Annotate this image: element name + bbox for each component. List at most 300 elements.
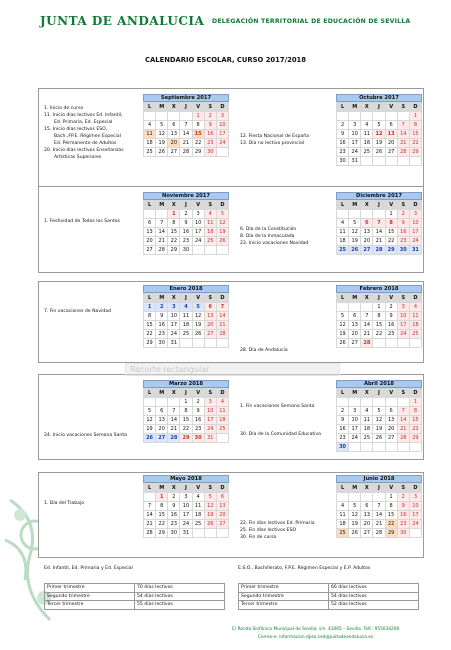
month-title: Septiembre 2017	[143, 94, 229, 102]
calendar-day: 6	[385, 121, 397, 130]
calendar-day: 30	[180, 246, 192, 255]
calendar-day: 24	[397, 330, 409, 339]
notes-right	[240, 133, 309, 147]
calendar-day: 18	[337, 237, 349, 246]
calendar-day: 12	[156, 130, 168, 139]
calendar-day: 29	[409, 434, 421, 443]
empty-cell	[156, 210, 168, 219]
calendar-day: 4	[216, 398, 228, 407]
notes-left	[44, 308, 111, 315]
calendar-day: 28	[373, 529, 385, 538]
calendar-day: 9	[337, 416, 349, 425]
weekday-header: X	[168, 201, 180, 210]
notes-left	[44, 218, 120, 225]
empty-cell	[337, 398, 349, 407]
weekday-header: D	[216, 103, 228, 112]
legend-right: E.S.O., Bachillerato, F.P.E. Régimen Especial y E.P. Adultos	[238, 566, 371, 571]
calendar-day: 22	[144, 330, 156, 339]
note-line: 20. Inicio días lectivos Enseñanzas	[44, 148, 124, 153]
empty-cell	[216, 434, 228, 443]
calendar-day: 12	[216, 219, 228, 228]
calendar-day: 11	[204, 219, 216, 228]
calendar-day: 15	[144, 321, 156, 330]
calendar-day: 12	[373, 416, 385, 425]
calendar-day: 7	[373, 219, 385, 228]
month-title: Octubre 2017	[336, 94, 422, 102]
calendar-day: 31	[349, 157, 361, 166]
trimester-days: 70 días lectivos	[135, 584, 225, 593]
calendar-day: 28	[397, 148, 409, 157]
note-line: 15. Inicio días lectivos ESO,	[44, 127, 108, 132]
calendar-day: 15	[385, 228, 397, 237]
calendar-day: 16	[337, 425, 349, 434]
empty-cell	[216, 339, 228, 348]
calendar-day: 14	[361, 321, 373, 330]
calendar-day: 15	[409, 416, 421, 425]
calendar-day: 27	[385, 434, 397, 443]
weekday-header: M	[349, 103, 361, 112]
calendar-day: 19	[349, 237, 361, 246]
empty-cell	[192, 339, 204, 348]
empty-cell	[361, 157, 373, 166]
calendar-day: 21	[397, 139, 409, 148]
calendar-day: 9	[168, 502, 180, 511]
note-line: Bach.,FP.E. Régimen Especial	[54, 134, 121, 139]
calendar-day: 21	[373, 237, 385, 246]
screen-capture-overlay[interactable]: Recorte rectangular	[125, 363, 340, 376]
calendar-day: 25	[337, 529, 349, 538]
calendar-day: 15	[409, 130, 421, 139]
calendar-day: 6	[349, 312, 361, 321]
month-calendar	[336, 285, 422, 348]
calendar-day: 13	[349, 321, 361, 330]
calendar-day: 27	[385, 148, 397, 157]
trimester-table-right	[238, 583, 419, 610]
calendar-day: 3	[409, 493, 421, 502]
calendar-day: 27	[168, 148, 180, 157]
empty-cell	[373, 493, 385, 502]
calendar-day: 28	[156, 246, 168, 255]
calendar-day: 14	[397, 130, 409, 139]
weekday-header: D	[409, 389, 421, 398]
calendar-day: 10	[349, 130, 361, 139]
calendar-day: 13	[385, 130, 397, 139]
calendar-day: 14	[180, 130, 192, 139]
weekday-header: X	[168, 294, 180, 303]
calendar-day: 10	[192, 219, 204, 228]
empty-cell	[409, 443, 421, 452]
calendar-day: 30	[168, 529, 180, 538]
calendar-day: 9	[180, 219, 192, 228]
calendar-day: 15	[373, 321, 385, 330]
calendar-day: 26	[349, 246, 361, 255]
calendar-day: 11	[409, 312, 421, 321]
month-title: Diciembre 2017	[336, 192, 422, 200]
weekday-header: L	[337, 103, 349, 112]
calendar-day: 16	[192, 416, 204, 425]
calendar-day: 18	[204, 228, 216, 237]
month-title: Abril 2018	[336, 380, 422, 388]
calendar-day: 4	[409, 303, 421, 312]
calendar-day: 4	[204, 210, 216, 219]
calendar-day: 1	[385, 493, 397, 502]
calendar-day: 21	[144, 520, 156, 529]
calendar-day: 26	[349, 529, 361, 538]
calendar-day: 30	[397, 246, 409, 255]
calendar-day: 22	[156, 520, 168, 529]
weekday-header: X	[361, 103, 373, 112]
empty-cell	[373, 443, 385, 452]
calendar-day: 6	[385, 407, 397, 416]
calendar-day: 26	[373, 148, 385, 157]
calendar-day: 15	[180, 416, 192, 425]
calendar-day: 24	[180, 520, 192, 529]
calendar-day: 11	[144, 130, 156, 139]
calendar-day: 8	[373, 312, 385, 321]
calendar-day: 1	[168, 210, 180, 219]
calendar-day: 8	[192, 121, 204, 130]
calendar-day: 17	[409, 511, 421, 520]
note-line: 30. Fin de curso	[240, 535, 277, 540]
calendar-day: 19	[373, 425, 385, 434]
note-line	[240, 410, 321, 417]
calendar-day: 20	[216, 511, 228, 520]
weekday-header: J	[180, 294, 192, 303]
empty-cell	[180, 339, 192, 348]
trimester-name: Tercer trimestre	[45, 601, 135, 610]
calendar-day: 14	[156, 228, 168, 237]
weekday-header: X	[168, 484, 180, 493]
note-line: 1. Inicio de curso	[44, 106, 84, 111]
calendar-day: 5	[192, 303, 204, 312]
calendar-day: 20	[144, 237, 156, 246]
calendar-day: 25	[192, 520, 204, 529]
empty-cell	[361, 210, 373, 219]
notes-left	[44, 105, 124, 161]
month-title: Junio 2018	[336, 475, 422, 483]
calendar-day: 9	[192, 407, 204, 416]
calendar-day: 12	[373, 130, 385, 139]
calendar-day: 24	[216, 139, 228, 148]
trimester-name: Tercer trimestre	[239, 601, 329, 610]
month-calendar	[336, 94, 422, 166]
calendar-day: 18	[361, 425, 373, 434]
calendar-day: 21	[156, 237, 168, 246]
calendar-day: 17	[168, 321, 180, 330]
empty-cell	[361, 443, 373, 452]
calendar-day: 14	[397, 416, 409, 425]
calendar-day: 22	[373, 330, 385, 339]
weekday-header: M	[156, 103, 168, 112]
calendar-day: 23	[156, 330, 168, 339]
weekday-header: L	[144, 103, 156, 112]
calendar-day: 26	[337, 339, 349, 348]
empty-cell	[192, 529, 204, 538]
calendar-day: 10	[216, 121, 228, 130]
calendar-day: 23	[180, 237, 192, 246]
calendar-day: 14	[373, 228, 385, 237]
calendar-day: 7	[373, 502, 385, 511]
empty-cell	[385, 112, 397, 121]
calendar-day: 25	[409, 330, 421, 339]
calendar-day: 2	[337, 407, 349, 416]
weekday-header: V	[385, 484, 397, 493]
calendar-day: 13	[361, 228, 373, 237]
month-title: Mayo 2018	[143, 475, 229, 483]
calendar-day: 2	[168, 493, 180, 502]
weekday-header: M	[349, 201, 361, 210]
calendar-day: 22	[409, 425, 421, 434]
note-line: 1. Día del Trabajo	[44, 501, 85, 506]
calendar-day: 17	[216, 130, 228, 139]
calendar-day: 23	[385, 330, 397, 339]
calendar-day: 11	[361, 130, 373, 139]
note-line: Ed. Permanente de Adultos	[54, 141, 117, 146]
calendar-day: 30	[337, 157, 349, 166]
empty-cell	[337, 493, 349, 502]
weekday-header: D	[216, 389, 228, 398]
calendar-day: 22	[192, 139, 204, 148]
calendar-day: 14	[216, 312, 228, 321]
calendar-day: 31	[409, 246, 421, 255]
calendar-day: 14	[373, 511, 385, 520]
note-line: 24. Inicio vacaciones Semana Santa	[44, 433, 127, 438]
calendar-day: 17	[409, 228, 421, 237]
calendar-day: 30	[337, 443, 349, 452]
footer-email[interactable]: Correo-e: informacion.dpse.ced@juntadeandalucia.es	[257, 635, 374, 640]
delegation-title: DELEGACIÓN TERRITORIAL DE EDUCACIÓN DE SEVILLA	[212, 18, 411, 25]
calendar-day: 25	[361, 148, 373, 157]
empty-cell	[409, 529, 421, 538]
weekday-header: D	[216, 201, 228, 210]
empty-cell	[204, 246, 216, 255]
calendar-day: 5	[373, 121, 385, 130]
calendar-day: 7	[168, 407, 180, 416]
calendar-day: 26	[156, 148, 168, 157]
calendar-day: 23	[192, 425, 204, 434]
empty-cell	[397, 398, 409, 407]
calendar-day: 17	[349, 139, 361, 148]
calendar-day: 2	[192, 398, 204, 407]
calendar-day: 18	[144, 139, 156, 148]
calendar-day: 30	[204, 148, 216, 157]
weekday-header: J	[373, 201, 385, 210]
note-line	[240, 424, 321, 431]
weekday-header: S	[204, 103, 216, 112]
calendar-day: 12	[349, 228, 361, 237]
calendar-day: 21	[361, 330, 373, 339]
calendar-day: 26	[204, 520, 216, 529]
month-calendar	[143, 192, 229, 255]
calendar-day: 24	[192, 237, 204, 246]
calendar-day: 2	[397, 493, 409, 502]
calendar-day: 13	[361, 511, 373, 520]
calendar-day: 17	[204, 416, 216, 425]
empty-cell	[156, 112, 168, 121]
weekday-header: D	[409, 103, 421, 112]
calendar-day: 16	[180, 228, 192, 237]
calendar-day: 16	[204, 130, 216, 139]
weekday-header: D	[409, 201, 421, 210]
calendar-day: 29	[156, 529, 168, 538]
calendar-day: 3	[180, 493, 192, 502]
calendar-day: 16	[397, 228, 409, 237]
empty-cell	[168, 112, 180, 121]
calendar-day: 13	[168, 130, 180, 139]
calendar-day: 23	[397, 237, 409, 246]
empty-cell	[397, 339, 409, 348]
calendar-day: 19	[204, 511, 216, 520]
note-line: 13. Día no lectivo provincial	[240, 141, 305, 146]
empty-cell	[373, 157, 385, 166]
weekday-header: S	[397, 201, 409, 210]
calendar-day: 12	[337, 321, 349, 330]
weekday-header: D	[216, 484, 228, 493]
weekday-header: M	[156, 201, 168, 210]
calendar-day: 8	[385, 219, 397, 228]
weekday-header: V	[385, 294, 397, 303]
note-line: 28. Día de Andalucía	[240, 348, 288, 353]
empty-cell	[337, 112, 349, 121]
trimester-days: 54 días lectivos	[135, 592, 225, 601]
weekday-header: X	[361, 294, 373, 303]
calendar-day: 8	[180, 407, 192, 416]
calendar-day: 9	[204, 121, 216, 130]
calendar-day: 6	[361, 219, 373, 228]
weekday-header: V	[385, 103, 397, 112]
weekday-header: L	[337, 294, 349, 303]
calendar-day: 27	[361, 529, 373, 538]
calendar-day: 11	[337, 511, 349, 520]
month-calendar	[336, 192, 422, 255]
month-calendar	[143, 94, 229, 157]
calendar-day: 30	[156, 339, 168, 348]
calendar-day: 29	[180, 434, 192, 443]
calendar-day: 19	[373, 139, 385, 148]
calendar-day: 7	[361, 312, 373, 321]
calendar-day: 26	[216, 237, 228, 246]
calendar-day: 16	[385, 321, 397, 330]
calendar-day: 10	[397, 312, 409, 321]
calendar-day: 18	[361, 139, 373, 148]
calendar-day: 4	[180, 303, 192, 312]
calendar-day: 1	[385, 210, 397, 219]
weekday-header: V	[192, 103, 204, 112]
empty-cell	[144, 493, 156, 502]
calendar-day: 23	[337, 434, 349, 443]
calendar-day: 6	[361, 502, 373, 511]
calendar-day: 20	[349, 330, 361, 339]
weekday-header: X	[168, 389, 180, 398]
empty-cell	[180, 112, 192, 121]
calendar-day: 16	[337, 139, 349, 148]
weekday-header: S	[397, 103, 409, 112]
calendar-day: 8	[168, 219, 180, 228]
note-line: 30. Día de la Comunidad Educativa	[240, 432, 321, 437]
empty-cell	[349, 112, 361, 121]
calendar-day: 18	[337, 520, 349, 529]
calendar-day: 20	[385, 425, 397, 434]
calendar-day: 21	[397, 425, 409, 434]
weekday-header: J	[180, 201, 192, 210]
calendar-day: 4	[192, 493, 204, 502]
calendar-day: 27	[216, 520, 228, 529]
calendar-day: 10	[180, 502, 192, 511]
calendar-day: 20	[168, 139, 180, 148]
calendar-day: 9	[385, 312, 397, 321]
empty-cell	[361, 303, 373, 312]
notes-right	[240, 347, 288, 354]
empty-cell	[144, 398, 156, 407]
empty-cell	[373, 210, 385, 219]
trimester-days: 55 días lectivos	[135, 601, 225, 610]
calendar-day: 6	[204, 303, 216, 312]
weekday-header: S	[204, 484, 216, 493]
empty-cell	[349, 210, 361, 219]
calendar-day: 9	[156, 312, 168, 321]
calendar-day: 28	[216, 330, 228, 339]
calendar-day: 27	[349, 339, 361, 348]
calendar-day: 8	[156, 502, 168, 511]
calendar-day: 10	[349, 416, 361, 425]
weekday-header: S	[204, 294, 216, 303]
calendar-day: 29	[192, 148, 204, 157]
calendar-day: 3	[204, 398, 216, 407]
month-title: Enero 2018	[143, 285, 229, 293]
calendar-day: 4	[337, 502, 349, 511]
calendar-day: 9	[337, 130, 349, 139]
weekday-header: S	[397, 294, 409, 303]
calendar-day: 1	[180, 398, 192, 407]
calendar-day: 22	[168, 237, 180, 246]
calendar-day: 3	[397, 303, 409, 312]
weekday-header: D	[216, 294, 228, 303]
weekday-header: L	[144, 201, 156, 210]
note-line: 12. Fiesta Nacional de España	[240, 134, 309, 139]
calendar-day: 22	[409, 139, 421, 148]
calendar-day: 2	[337, 121, 349, 130]
calendar-day: 27	[361, 246, 373, 255]
weekday-header: V	[385, 389, 397, 398]
calendar-day: 7	[397, 121, 409, 130]
calendar-day: 2	[156, 303, 168, 312]
calendar-day: 2	[397, 210, 409, 219]
empty-cell	[144, 210, 156, 219]
weekday-header: J	[180, 103, 192, 112]
calendar-day: 25	[337, 246, 349, 255]
trimester-name: Segundo trimestre	[239, 592, 329, 601]
calendar-day: 13	[216, 502, 228, 511]
weekday-header: J	[373, 389, 385, 398]
calendar-day: 8	[409, 121, 421, 130]
calendar-day: 18	[180, 321, 192, 330]
calendar-day: 2	[204, 112, 216, 121]
note-line: 6. Día de la Constitución	[240, 227, 297, 232]
calendar-day: 30	[192, 434, 204, 443]
weekday-header: S	[397, 484, 409, 493]
calendar-day: 10	[168, 312, 180, 321]
note-line: 8. Día de la Inmaculada	[240, 234, 295, 239]
calendar-day: 8	[144, 312, 156, 321]
notes-right	[240, 226, 308, 247]
notes-left	[44, 432, 127, 439]
weekday-header: M	[349, 389, 361, 398]
note-line: Artísticas Superiores	[54, 155, 102, 160]
calendar-day: 1	[409, 112, 421, 121]
calendar-day: 1	[156, 493, 168, 502]
calendar-day: 29	[385, 529, 397, 538]
empty-cell	[216, 148, 228, 157]
